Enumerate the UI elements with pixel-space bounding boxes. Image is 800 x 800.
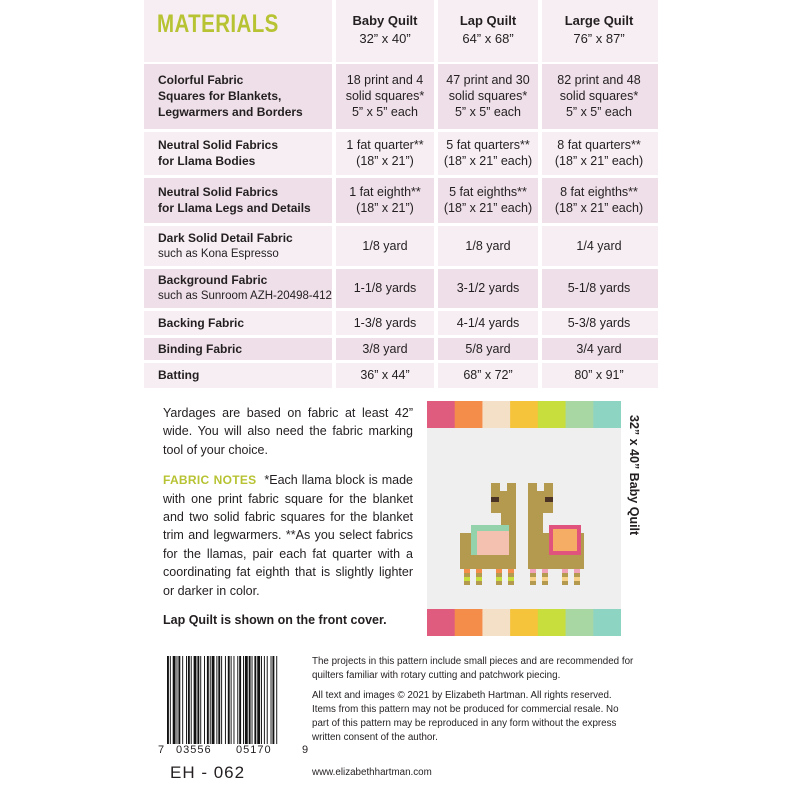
barcode-bar (267, 656, 268, 744)
column-separator (434, 0, 438, 388)
barcode-bar (200, 656, 201, 744)
quantity-cell: 5 fat quarters** (18” x 21” each) (443, 138, 533, 168)
barcode-bar (228, 656, 230, 744)
barcode-bar (221, 656, 222, 744)
material-category (158, 337, 334, 360)
barcode-bar (245, 656, 248, 744)
barcode-bar (186, 656, 187, 744)
border-square (538, 401, 566, 428)
border-square (455, 401, 483, 428)
barcode-bar (254, 656, 256, 744)
quilt-svg (427, 401, 621, 636)
quantity-cell: 1/8 yard (362, 238, 408, 253)
quantity-cell: 3-1/2 yards (456, 281, 520, 295)
barcode-bar (207, 656, 209, 744)
material-name: Batting (158, 368, 200, 382)
barcode-bars (163, 656, 298, 746)
material-name: Binding Fabric (158, 341, 242, 356)
quantity-cell: 3/8 yard (362, 341, 408, 356)
barcode-bar (218, 656, 220, 744)
quantity-cell: 1 fat quarter** (18” x 21”) (346, 138, 424, 168)
quantity-cell: 1/8 yard (465, 238, 511, 253)
quantity-cell: 5/8 yard (465, 341, 511, 356)
barcode-bar (210, 656, 211, 744)
column-header-name: Baby Quilt (352, 13, 418, 28)
border-square (482, 401, 510, 428)
barcode-bar (264, 656, 265, 744)
barcode-bar (261, 656, 262, 744)
quantity-cell: 3/4 yard (576, 341, 622, 356)
table-row (144, 362, 658, 388)
quantity-cell: 5-3/8 yards (567, 315, 631, 330)
quilt-top-border (427, 401, 621, 428)
table-row (144, 337, 658, 360)
row-separator (144, 62, 658, 64)
material-category (158, 225, 334, 266)
column-separator (332, 0, 336, 388)
column-header-size: 76” x 87” (573, 31, 625, 46)
material-name: Backing Fabric (158, 315, 245, 330)
border-square (593, 609, 621, 636)
material-name: Neutral Solid Fabrics for Llama Legs and Details (158, 185, 311, 215)
baby-quilt-size-label: 32” x 40” Baby Quilt (627, 415, 641, 536)
copyright-note: All text and images © 2021 by Elizabeth Hartman. All rights reserved. Items from this pattern may not be produced for commercial resale. No part of this pattern may be reproduced in any form without the express written consent of the author. (312, 690, 619, 743)
barcode-bar (194, 656, 197, 744)
border-square (510, 401, 538, 428)
barcode-bar (173, 656, 176, 744)
barcode-bar (212, 656, 215, 744)
quantity-cell: 68” x 72” (463, 368, 513, 382)
quantity-cell: 82 print and 48 solid squares* 5” x 5” each (557, 73, 641, 119)
barcode-bar (252, 656, 253, 744)
border-square (538, 609, 566, 636)
baby-quilt-illustration (427, 401, 621, 636)
table-row (144, 177, 658, 223)
quantity-cell: 80” x 91” (574, 368, 624, 382)
material-name: Background Fabric (158, 273, 268, 287)
quilt-bottom-border (427, 609, 621, 636)
barcode-bar (249, 656, 251, 744)
material-name: Dark Solid Detail Fabric (158, 230, 293, 245)
materials-title: MATERIALS (157, 10, 279, 38)
quantity-cell: 1 fat eighth** (18” x 21”) (349, 185, 421, 215)
border-square (482, 609, 510, 636)
row-separator (144, 176, 658, 178)
fabric-notes-text: *Each llama block is made with one print fabric square for the blanket and two solid fabric squares for the blanket trim and legwarmers. **As you select fabrics for the llamas, pair each fat quarter with a coordinating fat eighth that is slightly lighter or darker in color. (163, 473, 413, 598)
row-separator (144, 224, 658, 226)
material-category (158, 362, 334, 388)
row-separator (144, 130, 658, 132)
barcode-bar (234, 656, 235, 744)
barcode-bar (182, 656, 183, 744)
barcode-bar (257, 656, 260, 744)
material-category (158, 63, 334, 129)
barcode-bar (216, 656, 217, 744)
column-separator (538, 0, 542, 388)
quantity-cell: 1-3/8 yards (353, 315, 417, 330)
quantity-cell: 1/4 yard (576, 238, 622, 253)
quantity-cell: 18 print and 4 solid squares* 5” x 5” each (345, 73, 425, 119)
quantity-cell: 4-1/4 yards (456, 315, 520, 330)
material-name: Colorful Fabric Squares for Blankets, Legwarmers and Borders (158, 73, 303, 119)
column-header-2 (436, 12, 540, 48)
material-category (158, 310, 334, 335)
website-link[interactable]: www.elizabethhartman.com (312, 767, 432, 778)
skill-note: The projects in this pattern include small pieces and are recommended for quilters familiar with rotary cutting and patchwork piecing. (312, 656, 634, 681)
quantity-cell: 1-1/8 yards (353, 281, 417, 295)
border-square (510, 609, 538, 636)
barcode-digit-lead: 7 (158, 744, 166, 756)
fabric-notes-label: FABRIC NOTES (163, 473, 257, 488)
material-category (158, 177, 334, 223)
border-square (593, 401, 621, 428)
quantity-cell: 5 fat eighths** (18” x 21” each) (443, 185, 533, 215)
table-row (144, 63, 658, 129)
barcode-bar (167, 656, 169, 744)
column-header-size: 32” x 40” (359, 31, 411, 46)
material-category (158, 131, 334, 175)
barcode-bar (243, 656, 244, 744)
barcode-digit-group-2: 05170 (236, 744, 272, 756)
barcode-bar (272, 656, 274, 744)
material-category (158, 268, 334, 308)
barcode-bar (204, 656, 205, 744)
materials-table (144, 0, 658, 388)
barcode-bar (276, 656, 277, 744)
material-name: Neutral Solid Fabrics for Llama Bodies (158, 138, 279, 168)
barcode-digit-check: 9 (302, 744, 310, 756)
barcode-bar (191, 656, 192, 744)
yardage-note: Yardages are based on fabric at least 42” wide. You will also need the fabric marking tool of your choice. (163, 406, 413, 457)
column-header-size: 64” x 68” (462, 31, 514, 46)
table-row (144, 310, 658, 335)
border-square (455, 609, 483, 636)
table-row (144, 131, 658, 175)
column-header-3 (540, 12, 658, 48)
footer-disclaimer (312, 655, 634, 751)
border-square (566, 401, 594, 428)
fabric-notes-section (163, 404, 413, 612)
material-example: such as Sunroom AZH-20498-412 (158, 290, 332, 302)
barcode-bar (178, 656, 180, 744)
barcode-bar (177, 656, 178, 744)
barcode-bar (239, 656, 241, 744)
barcode (163, 656, 298, 746)
row-separator (144, 336, 658, 338)
table-row (144, 268, 658, 308)
barcode-bar (271, 656, 272, 744)
border-square (566, 609, 594, 636)
quantity-cell: 8 fat eighths** (18” x 21” each) (554, 185, 644, 215)
barcode-bar (237, 656, 238, 744)
barcode-bar (231, 656, 232, 744)
column-header-name: Lap Quilt (459, 13, 517, 28)
border-square (427, 609, 455, 636)
column-header-1 (334, 12, 436, 48)
border-square (427, 401, 455, 428)
quilt-background (427, 401, 621, 636)
row-separator (144, 267, 658, 269)
fabric-notes-paragraph (163, 471, 413, 600)
barcode-digit-group-1: 03556 (176, 744, 212, 756)
table-row (144, 225, 658, 266)
lap-quilt-note: Lap Quilt is shown on the front cover. (163, 613, 387, 627)
barcode-bar (170, 656, 171, 744)
quantity-cell: 5-1/8 yards (567, 281, 631, 295)
quantity-cell: 8 fat quarters** (18” x 21” each) (554, 138, 644, 168)
row-separator (144, 309, 658, 311)
row-separator (144, 361, 658, 363)
quantity-cell: 36” x 44” (360, 368, 410, 382)
column-header-name: Large Quilt (564, 13, 634, 28)
barcode-bar (225, 656, 226, 744)
barcode-bar (188, 656, 190, 744)
pattern-sku: EH - 062 (170, 763, 246, 782)
quantity-cell: 47 print and 30 solid squares* 5” x 5” each (446, 73, 530, 119)
material-example: such as Kona Espresso (158, 247, 279, 260)
barcode-bar (197, 656, 199, 744)
